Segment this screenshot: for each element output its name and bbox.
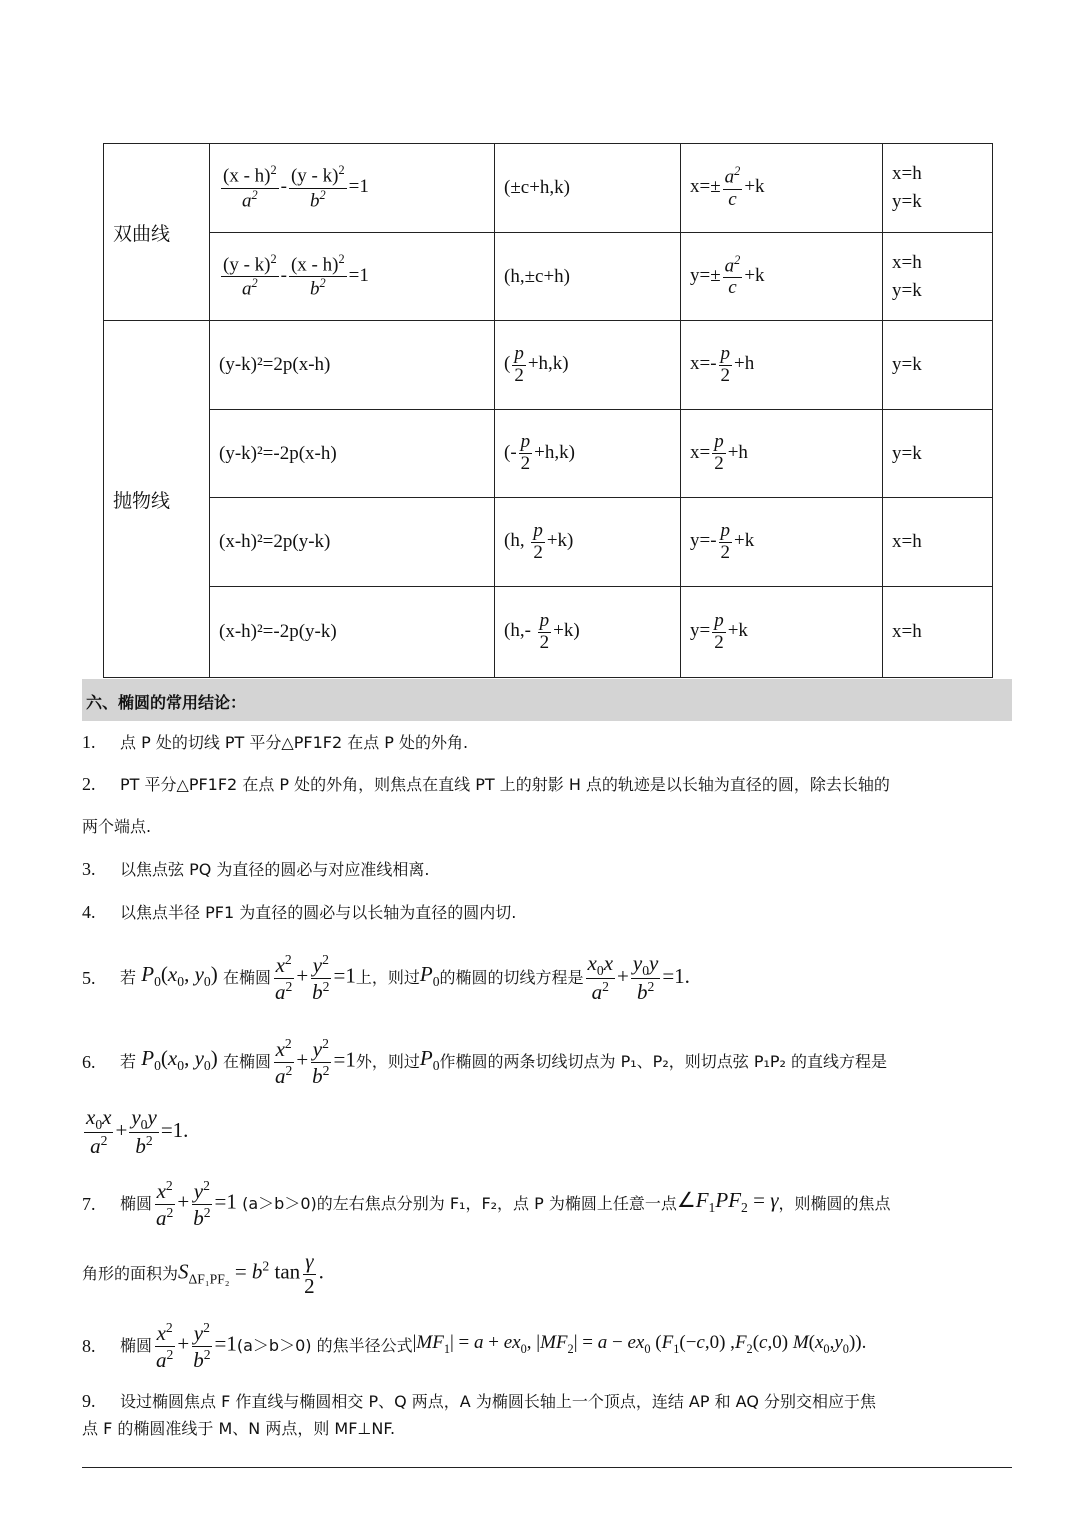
- point-p0: $P_0$: [419, 961, 440, 990]
- list-item: [82, 732, 1012, 753]
- item-number: 8.: [82, 1336, 96, 1356]
- axis-cell: [883, 144, 993, 233]
- list-item-continuation: [82, 1246, 1012, 1302]
- denominator: 2: [520, 453, 531, 474]
- item-text: 在椭圆: [222, 1052, 271, 1071]
- axis-cell: x=h: [883, 587, 993, 678]
- directrix-cell: [681, 410, 883, 498]
- directrix-cell: y=± $\frac{a^2}{c}$ +k: [681, 233, 883, 321]
- focus-cell: [495, 498, 681, 587]
- list-item: [82, 902, 1012, 923]
- item-text: (a＞b＞0) 的焦半径公式: [236, 1336, 413, 1355]
- angle-expression: $\angle F_1PF_2 = \gamma$: [676, 1187, 779, 1216]
- parabola-label: 抛物线: [104, 321, 210, 678]
- axis-cell: x=h: [883, 498, 993, 587]
- focus-cell: [495, 410, 681, 498]
- focus-suffix: +k): [553, 620, 580, 642]
- numerator: p: [533, 519, 543, 541]
- item-text: 以焦点弦 PQ 为直径的圆必与对应准线相离.: [120, 860, 430, 879]
- table-row: [104, 144, 993, 233]
- denominator: 2: [533, 541, 543, 563]
- item-number: 3.: [82, 859, 96, 879]
- item-number: 4.: [82, 902, 96, 922]
- list-item: [82, 950, 1012, 1006]
- axis-cell: [883, 233, 993, 321]
- numerator: p: [520, 431, 531, 453]
- footer-divider: [82, 1467, 1012, 1468]
- item-text: 椭圆: [120, 1194, 153, 1213]
- directrix-prefix: x=±: [690, 176, 721, 198]
- focus-suffix: +h,k): [534, 441, 575, 463]
- numerator: p: [539, 609, 550, 631]
- directrix-cell: [681, 498, 883, 587]
- denominator: 2: [514, 364, 524, 386]
- list-item: [82, 774, 1012, 795]
- item-number: 5.: [82, 968, 96, 988]
- directrix-cell: [681, 587, 883, 678]
- denominator: 2: [720, 541, 731, 563]
- focus-suffix: +k): [546, 530, 574, 552]
- numerator: p: [714, 609, 724, 631]
- directrix-prefix: x=-: [690, 353, 717, 375]
- item-number: 7.: [82, 1194, 96, 1214]
- axis-cell: y=k: [883, 410, 993, 498]
- focus-cell: [495, 587, 681, 678]
- numerator: (y - k): [223, 254, 271, 276]
- directrix-suffix: +k: [744, 176, 765, 198]
- table-row: [104, 587, 993, 678]
- denominator: 2: [714, 631, 724, 653]
- ellipse-equation: $\frac{x^2}{a^2}$ + $\frac{y^2}{b^2}$ =1: [275, 1036, 356, 1088]
- item-number: 1.: [82, 732, 96, 752]
- table-row: [104, 498, 993, 587]
- directrix-prefix: x=: [690, 441, 711, 463]
- ellipse-equation: $\frac{x^2}{a^2}$ + $\frac{y^2}{b^2}$ =1: [156, 1178, 243, 1230]
- chord-equation: $\frac{x_0x}{a^2}$ + $\frac{y_0y}{b^2}$ =1.: [86, 1104, 189, 1159]
- directrix-prefix: y=-: [690, 530, 717, 552]
- point-p0: $P_0(x_0$, $y_0$): [141, 1045, 223, 1074]
- equation-cell: (x-h)²=-2p(y-k): [210, 587, 495, 678]
- item-text: 若: [120, 1052, 137, 1071]
- hyperbola-label: 双曲线: [104, 144, 210, 321]
- item-text: 的椭圆的切线方程是: [439, 968, 584, 987]
- denominator: a: [241, 278, 252, 300]
- denominator: c: [728, 277, 737, 299]
- directrix-cell: [681, 321, 883, 410]
- focus-prefix: (h,: [504, 530, 525, 552]
- numerator: a: [724, 255, 735, 277]
- item-text: 设过椭圆焦点 F 作直线与椭圆相交 P、Q 两点，A 为椭圆长轴上一个顶点，连结 AP 和 AQ 分别交相应于焦: [120, 1392, 877, 1411]
- denominator: 2: [720, 364, 731, 386]
- ellipse-equation: $\frac{x^2}{a^2}$ + $\frac{y^2}{b^2}$ =1: [275, 952, 356, 1004]
- directrix-suffix: +h: [727, 441, 748, 463]
- axis-line: y=k: [892, 191, 922, 212]
- directrix-suffix: +k: [744, 264, 765, 286]
- item-text: 若: [120, 968, 137, 987]
- equation-cell: (y-k)²=2p(x-h): [210, 321, 495, 410]
- denominator: c: [728, 188, 737, 210]
- table-row: [104, 321, 993, 410]
- directrix-suffix: +k: [734, 530, 755, 552]
- focus-cell: [495, 321, 681, 410]
- equation-cell: (x-h)²=2p(y-k): [210, 498, 495, 587]
- directrix-suffix: +k: [727, 620, 748, 642]
- focus-prefix: (-: [504, 441, 517, 463]
- item-text: 两个端点.: [82, 817, 152, 836]
- item-text: PT 平分△PF1F2 在点 P 处的外角，则焦点在直线 PT 上的射影 H 点的轨迹是以长轴为直径的圆，除去长轴的: [120, 775, 890, 794]
- item-text: 上，则过: [355, 968, 420, 987]
- section-title: 六、椭圆的常用结论：: [86, 693, 247, 712]
- item-text: 以焦点半径 PF1 为直径的圆必与以长轴为直径的圆内切.: [120, 903, 517, 922]
- equation-end: =1: [348, 264, 369, 286]
- directrix-suffix: +h: [734, 353, 755, 375]
- numerator: p: [714, 431, 724, 453]
- denominator: b: [309, 278, 320, 300]
- item-text: 点 P 处的切线 PT 平分△PF1F2 在点 P 处的外角.: [120, 733, 469, 752]
- conic-standard-forms-table: [103, 143, 993, 678]
- directrix-prefix: y=±: [690, 264, 721, 286]
- equation-cell: $\frac{(y - k)^2}{a^2}$ - $\frac{(x - h)^2}{b^2}$ =1: [210, 233, 495, 321]
- table-row: [104, 410, 993, 498]
- item-text: 在椭圆: [222, 968, 271, 987]
- numerator: (x - h): [290, 254, 339, 276]
- denominator: a: [241, 189, 252, 211]
- list-item: [82, 1391, 1012, 1412]
- list-item-continuation: [82, 1104, 1012, 1160]
- table-row: [104, 233, 993, 321]
- list-item: [82, 859, 1012, 880]
- axis-line: y=k: [892, 279, 922, 301]
- item-number: 6.: [82, 1052, 96, 1072]
- item-text: (a＞b＞0)的左右焦点分别为 F₁，F₂，点 P 为椭圆上任意一点: [242, 1194, 677, 1213]
- focal-radius-formula: $|MF_1| = a + ex_0$, $|MF_2| = a - ex_0$ ($F_1(-c,0)$ $,F_2(c,0)$ $M(x_0,y_0)$).: [412, 1332, 867, 1356]
- item-number: 2.: [82, 774, 96, 794]
- item-text: 外，则过: [355, 1052, 420, 1071]
- list-item: [82, 1318, 1012, 1374]
- denominator: 2: [539, 631, 550, 653]
- numerator: (y - k): [290, 165, 339, 187]
- axis-line: x=h: [892, 251, 922, 273]
- numerator: p: [514, 342, 524, 364]
- item-text: 作椭圆的两条切线切点为 P₁、P₂，则切点弦 P₁P₂ 的直线方程是: [439, 1052, 888, 1071]
- focus-suffix: +h,k): [527, 353, 569, 375]
- denominator: b: [309, 189, 320, 211]
- focus-cell: (±c+h,k): [495, 144, 681, 233]
- area-formula: $S_{\Delta F_1PF_2} = b^2$ tan $\frac{\gamma}{2}$ .: [178, 1249, 324, 1298]
- denominator: 2: [714, 453, 724, 474]
- list-item-continuation: [82, 1419, 1012, 1439]
- numerator: a: [724, 166, 735, 188]
- axis-line: x=h: [892, 163, 922, 184]
- list-item: [82, 1034, 1012, 1090]
- focus-prefix: (h,-: [504, 620, 531, 642]
- focus-prefix: (: [504, 353, 511, 375]
- item-text: ，则椭圆的焦点: [778, 1194, 891, 1213]
- directrix-cell: x=± $\frac{a^2}{c}$ +k: [681, 144, 883, 233]
- equation-cell: (y-k)²=-2p(x-h): [210, 410, 495, 498]
- item-text: 椭圆: [120, 1336, 153, 1355]
- equation-cell: $\frac{(x - h)^2}{a^2}$ - $\frac{(y - k)^2}{b^2}$ =1: [210, 144, 495, 233]
- numerator: p: [720, 342, 731, 364]
- section-header-bar: [82, 679, 1012, 721]
- axis-cell: y=k: [883, 321, 993, 410]
- item-number: 9.: [82, 1391, 96, 1411]
- item-text: 点 F 的椭圆准线于 M、N 两点，则 MF⊥NF.: [82, 1419, 396, 1438]
- equation-end: =1: [348, 176, 369, 198]
- numerator: (x - h): [223, 165, 271, 187]
- numerator: p: [720, 519, 731, 541]
- item-text: 角形的面积为: [82, 1264, 179, 1283]
- list-item-continuation: [82, 817, 1012, 837]
- ellipse-equation: $\frac{x^2}{a^2}$ + $\frac{y^2}{b^2}$ =1: [156, 1320, 237, 1372]
- directrix-prefix: y=: [690, 620, 711, 642]
- focus-cell: (h,±c+h): [495, 233, 681, 321]
- point-p0: $P_0(x_0$, $y_0$): [141, 961, 223, 990]
- tangent-equation: $\frac{x_0x}{a^2}$ + $\frac{y_0y}{b^2}$ =1.: [587, 950, 690, 1005]
- point-p0: $P_0$: [419, 1045, 440, 1074]
- list-item: [82, 1176, 1012, 1232]
